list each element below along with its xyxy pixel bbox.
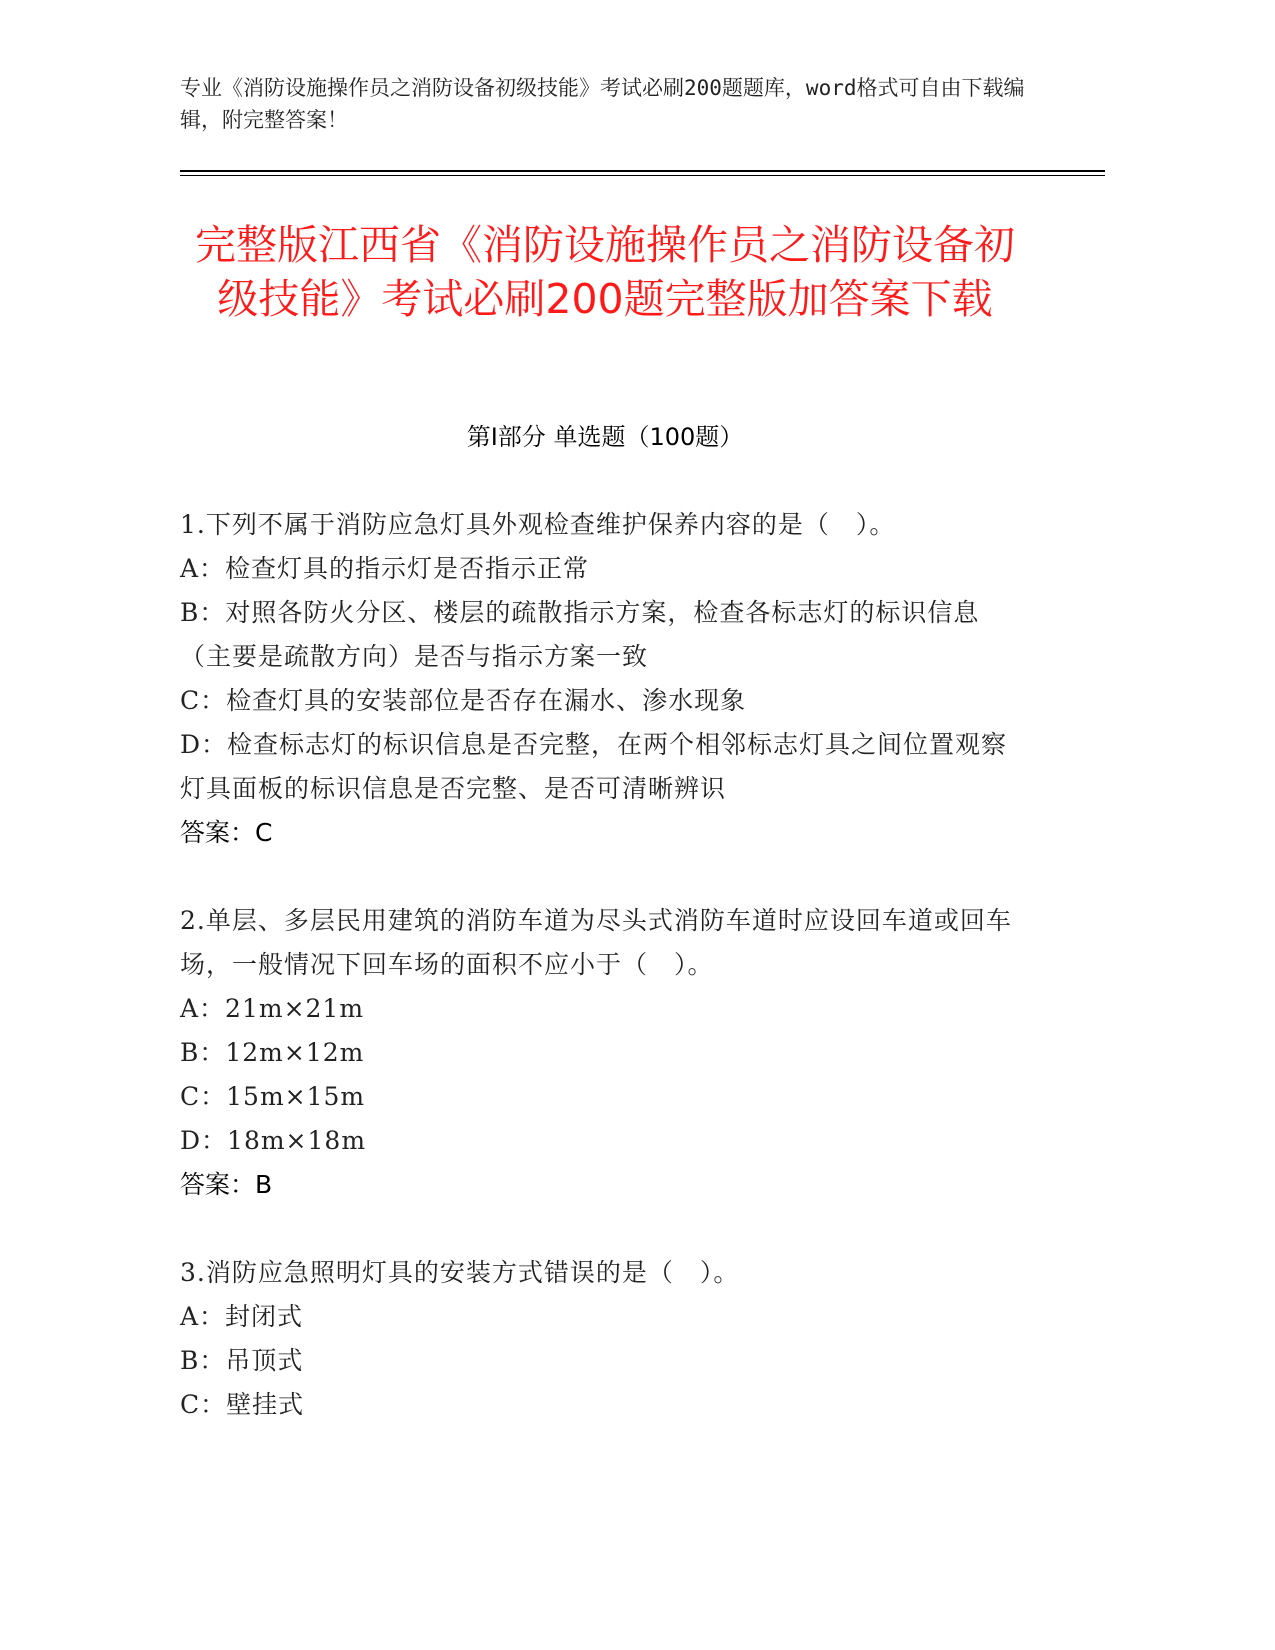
header-divider bbox=[180, 170, 1105, 176]
question-stem: 1.下列不属于消防应急灯具外观检查维护保养内容的是（ ）。 bbox=[180, 510, 896, 539]
option-a: A：封闭式 bbox=[180, 1302, 304, 1331]
option-b: B：吊顶式 bbox=[180, 1346, 304, 1375]
option-d: D：18m×18m bbox=[180, 1126, 367, 1155]
option-b: B：对照各防火分区、楼层的疏散指示方案，检查各标志灯的标识信息（主要是疏散方向）是否与指示方案一致 bbox=[180, 598, 980, 671]
document-title: 完整版江西省《消防设施操作员之消防设备初级技能》考试必刷200题完整版加答案下载 bbox=[195, 221, 1015, 323]
option-d: D：检查标志灯的标识信息是否完整，在两个相邻标志灯具之间位置观察灯具面板的标识信息是否完整、是否可清晰辨识 bbox=[180, 730, 1008, 803]
option-c: C：壁挂式 bbox=[180, 1390, 305, 1419]
option-c: C：检查灯具的安装部位是否存在漏水、渗水现象 bbox=[180, 686, 747, 715]
answer-value: C bbox=[255, 818, 273, 847]
option-a: A：检查灯具的指示灯是否指示正常 bbox=[180, 554, 590, 583]
header-note: 专业《消防设施操作员之消防设备初级技能》考试必刷200题题库，word格式可自由下载编辑，附完整答案！ bbox=[180, 76, 1025, 132]
question-stem: 3.消防应急照明灯具的安装方式错误的是（ ）。 bbox=[180, 1258, 740, 1287]
option-a: A：21m×21m bbox=[180, 994, 365, 1023]
question-list bbox=[180, 503, 1030, 1457]
answer-label: 答案： bbox=[180, 1170, 256, 1199]
answer bbox=[180, 1163, 1030, 1207]
option-c: C：15m×15m bbox=[180, 1082, 366, 1111]
question-3 bbox=[180, 1251, 1030, 1427]
question-stem: 2.单层、多层民用建筑的消防车道为尽头式消防车道时应设回车道或回车场，一般情况下回车场的面积不应小于（ ）。 bbox=[180, 906, 1012, 979]
answer-value: B bbox=[255, 1170, 273, 1199]
question-2 bbox=[180, 899, 1030, 1207]
option-b: B：12m×12m bbox=[180, 1038, 365, 1067]
question-1 bbox=[180, 503, 1030, 855]
answer bbox=[180, 811, 1030, 855]
answer-label: 答案： bbox=[180, 818, 256, 847]
section-heading: 第Ⅰ部分 单选题（100题） bbox=[466, 423, 744, 451]
